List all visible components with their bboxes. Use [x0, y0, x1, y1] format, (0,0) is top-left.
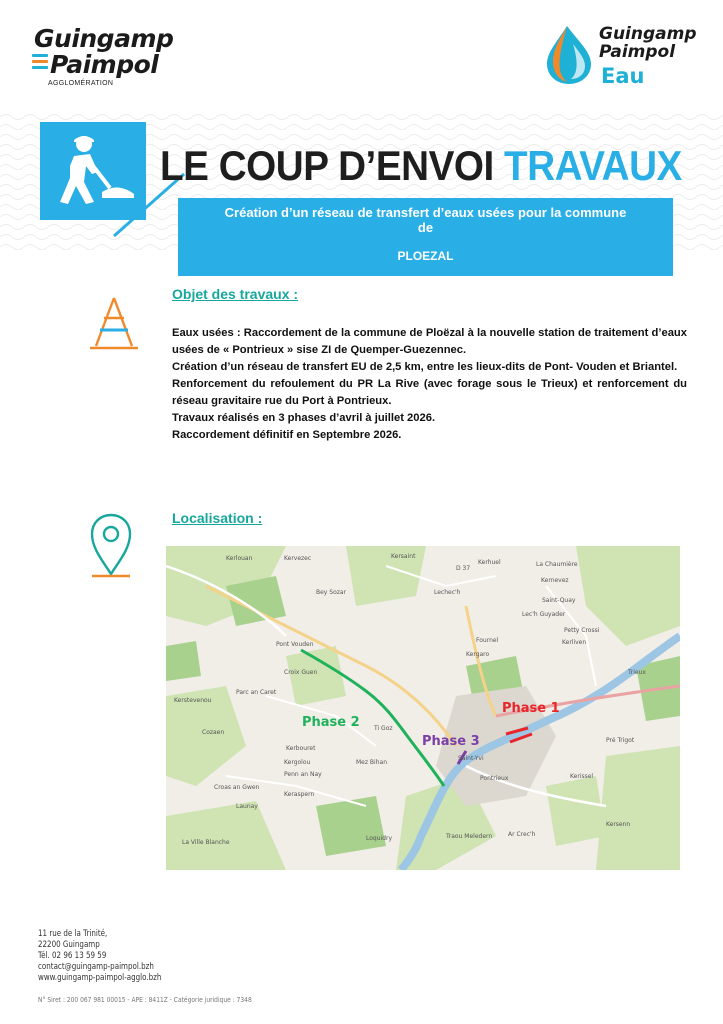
objet-body [172, 325, 687, 444]
map-place-label: Trieux [628, 669, 646, 676]
map-place-label: La Chaumière [536, 561, 578, 568]
map-canvas [166, 546, 680, 870]
map-place-label: Bey Sozar [316, 589, 347, 596]
logo-line2: Paimpol [50, 50, 159, 79]
phase2-label: Phase 2 [302, 715, 360, 730]
logo-stripes-icon [32, 54, 48, 72]
map-place-label: Kersenn [606, 821, 631, 828]
objet-paragraph: Travaux réalisés en 3 phases d’avril à juillet 2026. [172, 412, 436, 424]
hero-title-part2: TRAVAUX [504, 142, 682, 189]
location-pin-icon [88, 512, 134, 578]
phone-line: Tél. 02 96 13 59 59 [38, 950, 107, 960]
phase3-label: Phase 3 [422, 734, 480, 749]
map-place-label: Ti Goz [374, 725, 393, 732]
objet-paragraph: Raccordement définitif en Septembre 2026. [172, 429, 402, 441]
map-place-label: Pont Vouden [276, 641, 314, 648]
address-line: 22200 Guingamp [38, 939, 100, 949]
map-place-label: Kergaro [466, 651, 490, 658]
map-place-label: Petty Crossi [564, 627, 600, 634]
map-place-label: Kerlouan [226, 555, 253, 562]
map-place-label: Kernevez [541, 577, 569, 584]
map-place-label: Keraspern [284, 791, 315, 798]
logo-line1: Guingamp [34, 24, 174, 53]
website-line[interactable]: www.guingamp-paimpol-agglo.bzh [38, 972, 162, 982]
hero-title-part1: LE COUP D’ENVOI [160, 142, 505, 189]
map-place-label: Kersaint [391, 553, 416, 560]
section-title-localisation: Localisation : [172, 510, 263, 526]
map-place-label: Traou Meledern [446, 833, 493, 840]
traffic-cone-icon [88, 296, 140, 352]
footer-address [38, 928, 161, 983]
footer-legal: N° Siret : 200 067 981 00015 - APE : 8411Z - Catégorie juridique : 7348 [38, 996, 252, 1004]
map-place-label: Pré Trigot [606, 737, 635, 744]
map-place-label: Fournel [476, 637, 499, 644]
map-place-label: Lechec'h [434, 589, 461, 596]
agglo-logo [28, 24, 188, 88]
hero-title [160, 142, 682, 190]
map-place-label: Kergolou [284, 759, 311, 766]
eau-logo [543, 22, 703, 92]
map-place-label: La Ville Blanche [182, 839, 230, 846]
eau-logo-line1: Guingamp [599, 24, 697, 44]
map-place-label: Croas an Gwen [214, 784, 260, 791]
map-place-label: Kerstevenou [174, 697, 212, 704]
objet-paragraph: Création d’un réseau de transfert EU de 2,5 km, entre les lieux-dits de Pont- Vouden et Briantel. [172, 361, 678, 373]
address-line: 11 rue de la Trinité, [38, 928, 108, 938]
map-place-label: Cozaen [202, 729, 225, 736]
map-place-label: Kerhuel [478, 559, 501, 566]
location-map[interactable] [166, 546, 680, 870]
banner-line1: Création d’un réseau de transfert d’eaux usées pour la commune [224, 205, 627, 220]
water-drop-icon [543, 24, 595, 86]
map-place-label: Penn an Nay [284, 771, 322, 778]
objet-paragraph: Renforcement du refoulement du PR La Rive (avec forage sous le Trieux) et renforcement du réseau gravitaire rue du Port à Pontrieux. [172, 378, 687, 407]
map-place-label: Croix Guen [284, 669, 318, 676]
map-place-label: Saint-Yvi [458, 755, 484, 762]
objet-paragraph: Eaux usées : Raccordement de la commune de Ploëzal à la nouvelle station de traitement d’eaux usées de « Pontrieux » sise ZI de Quemper-Guezennec. [172, 327, 687, 356]
section-title-objet: Objet des travaux : [172, 286, 299, 302]
eau-logo-line2: Paimpol [599, 42, 676, 62]
map-place-label: Kervezec [284, 555, 312, 562]
map-place-label: Kerissel [570, 773, 594, 780]
project-banner [178, 198, 673, 276]
map-place-label: Mez Bihan [356, 759, 387, 766]
map-place-label: Parc an Caret [236, 689, 277, 696]
map-place-label: Launay [236, 803, 258, 810]
map-place-label: D 37 [456, 565, 471, 572]
banner-line2: de [417, 220, 434, 235]
map-place-label: Lec'h Guyader [522, 611, 566, 618]
map-place-label: Loquidry [366, 835, 393, 842]
map-place-label: Kerbouret [286, 745, 316, 752]
email-line[interactable]: contact@guingamp-paimpol.bzh [38, 961, 154, 971]
map-place-label: Ar Crec'h [508, 831, 536, 838]
phase1-label: Phase 1 [502, 701, 560, 716]
map-place-label: Pontrieux [480, 775, 509, 782]
logo-subtitle: AGGLOMÉRATION [48, 80, 114, 87]
map-place-label: Kerliven [562, 639, 587, 646]
map-place-label: Saint-Quay [542, 597, 576, 604]
eau-logo-line3: Eau [601, 64, 645, 88]
banner-city: PLOEZAL [397, 249, 454, 263]
